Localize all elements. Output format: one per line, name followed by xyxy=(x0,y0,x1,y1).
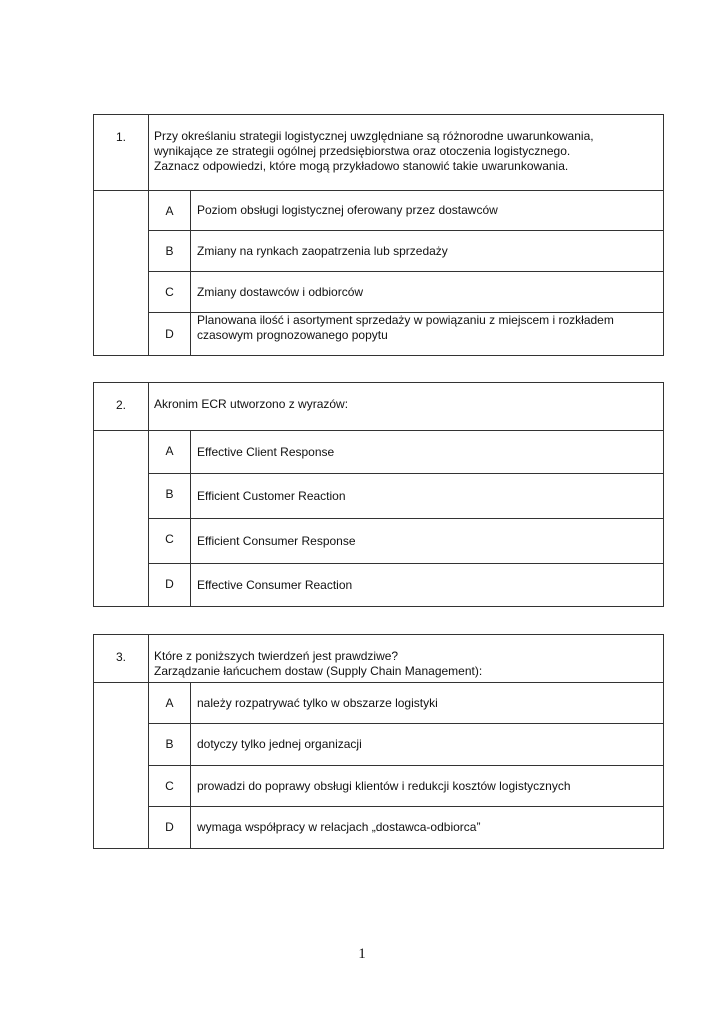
answer-row xyxy=(94,313,664,356)
page-number: 1 xyxy=(358,946,366,962)
answer-row xyxy=(94,474,664,519)
blank-cell xyxy=(94,431,149,607)
question-text xyxy=(149,635,664,683)
blank-cell xyxy=(94,191,149,356)
question-number: 3. xyxy=(94,635,149,683)
answer-text: Zmiany dostawców i odbiorców xyxy=(191,272,664,313)
answer-row xyxy=(94,807,664,849)
answer-letter: A xyxy=(149,683,191,724)
answer-letter: C xyxy=(149,519,191,564)
answer-text: należy rozpatrywać tylko w obszarze logistyki xyxy=(191,683,664,724)
question-3-table xyxy=(93,634,664,849)
question-text xyxy=(149,115,664,191)
question-number: 2. xyxy=(94,383,149,431)
answer-letter: B xyxy=(149,474,191,519)
answer-text: Efficient Customer Reaction xyxy=(191,474,664,519)
answer-row xyxy=(94,683,664,724)
question-text-line: Zaznacz odpowiedzi, które mogą przykładowo stanowić takie uwarunkowania. xyxy=(154,159,569,173)
answer-row xyxy=(94,519,664,564)
question-row xyxy=(94,383,664,431)
answer-row xyxy=(94,191,664,231)
question-number: 1. xyxy=(94,115,149,191)
answer-text: Effective Client Response xyxy=(191,431,664,474)
question-text-line: wynikające ze strategii ogólnej przedsiębiorstwa oraz otoczenia logistycznego. xyxy=(154,144,571,158)
answer-letter: C xyxy=(149,766,191,807)
answer-row xyxy=(94,724,664,766)
question-text-line: Zarządzanie łańcuchem dostaw (Supply Chain Management): xyxy=(154,664,483,678)
answer-text: dotyczy tylko jednej organizacji xyxy=(191,724,664,766)
answer-letter: D xyxy=(149,564,191,607)
question-text-line: Które z poniższych twierdzeń jest prawdziwe? xyxy=(154,649,399,663)
answer-text: Planowana ilość i asortyment sprzedaży w powiązaniu z miejscem i rozkładem czasowym prognozowanego popytu xyxy=(191,313,664,356)
question-1-table xyxy=(93,114,664,356)
answer-text: prowadzi do poprawy obsługi klientów i redukcji kosztów logistycznych xyxy=(191,766,664,807)
answer-letter: A xyxy=(149,431,191,474)
blank-cell xyxy=(94,683,149,849)
answer-row xyxy=(94,231,664,272)
answer-letter: D xyxy=(149,807,191,849)
answer-text: Poziom obsługi logistycznej oferowany przez dostawców xyxy=(191,191,664,231)
answer-letter: B xyxy=(149,724,191,766)
question-text-line: Akronim ECR utworzono z wyrazów: xyxy=(154,397,349,411)
answer-text: Zmiany na rynkach zaopatrzenia lub sprzedaży xyxy=(191,231,664,272)
answer-letter: D xyxy=(149,313,191,356)
answer-text: Efficient Consumer Response xyxy=(191,519,664,564)
question-row xyxy=(94,635,664,683)
question-row xyxy=(94,115,664,191)
answer-letter: C xyxy=(149,272,191,313)
question-text-line: Przy określaniu strategii logistycznej uwzględniane są różnorodne uwarunkowania, xyxy=(154,129,594,143)
question-2-table xyxy=(93,382,664,607)
answer-row xyxy=(94,431,664,474)
answer-letter: A xyxy=(149,191,191,231)
question-text xyxy=(149,383,664,431)
answer-row xyxy=(94,272,664,313)
answer-row xyxy=(94,564,664,607)
answer-row xyxy=(94,766,664,807)
answer-letter: B xyxy=(149,231,191,272)
answer-text: Effective Consumer Reaction xyxy=(191,564,664,607)
answer-text: wymaga współpracy w relacjach „dostawca-odbiorca” xyxy=(191,807,664,849)
